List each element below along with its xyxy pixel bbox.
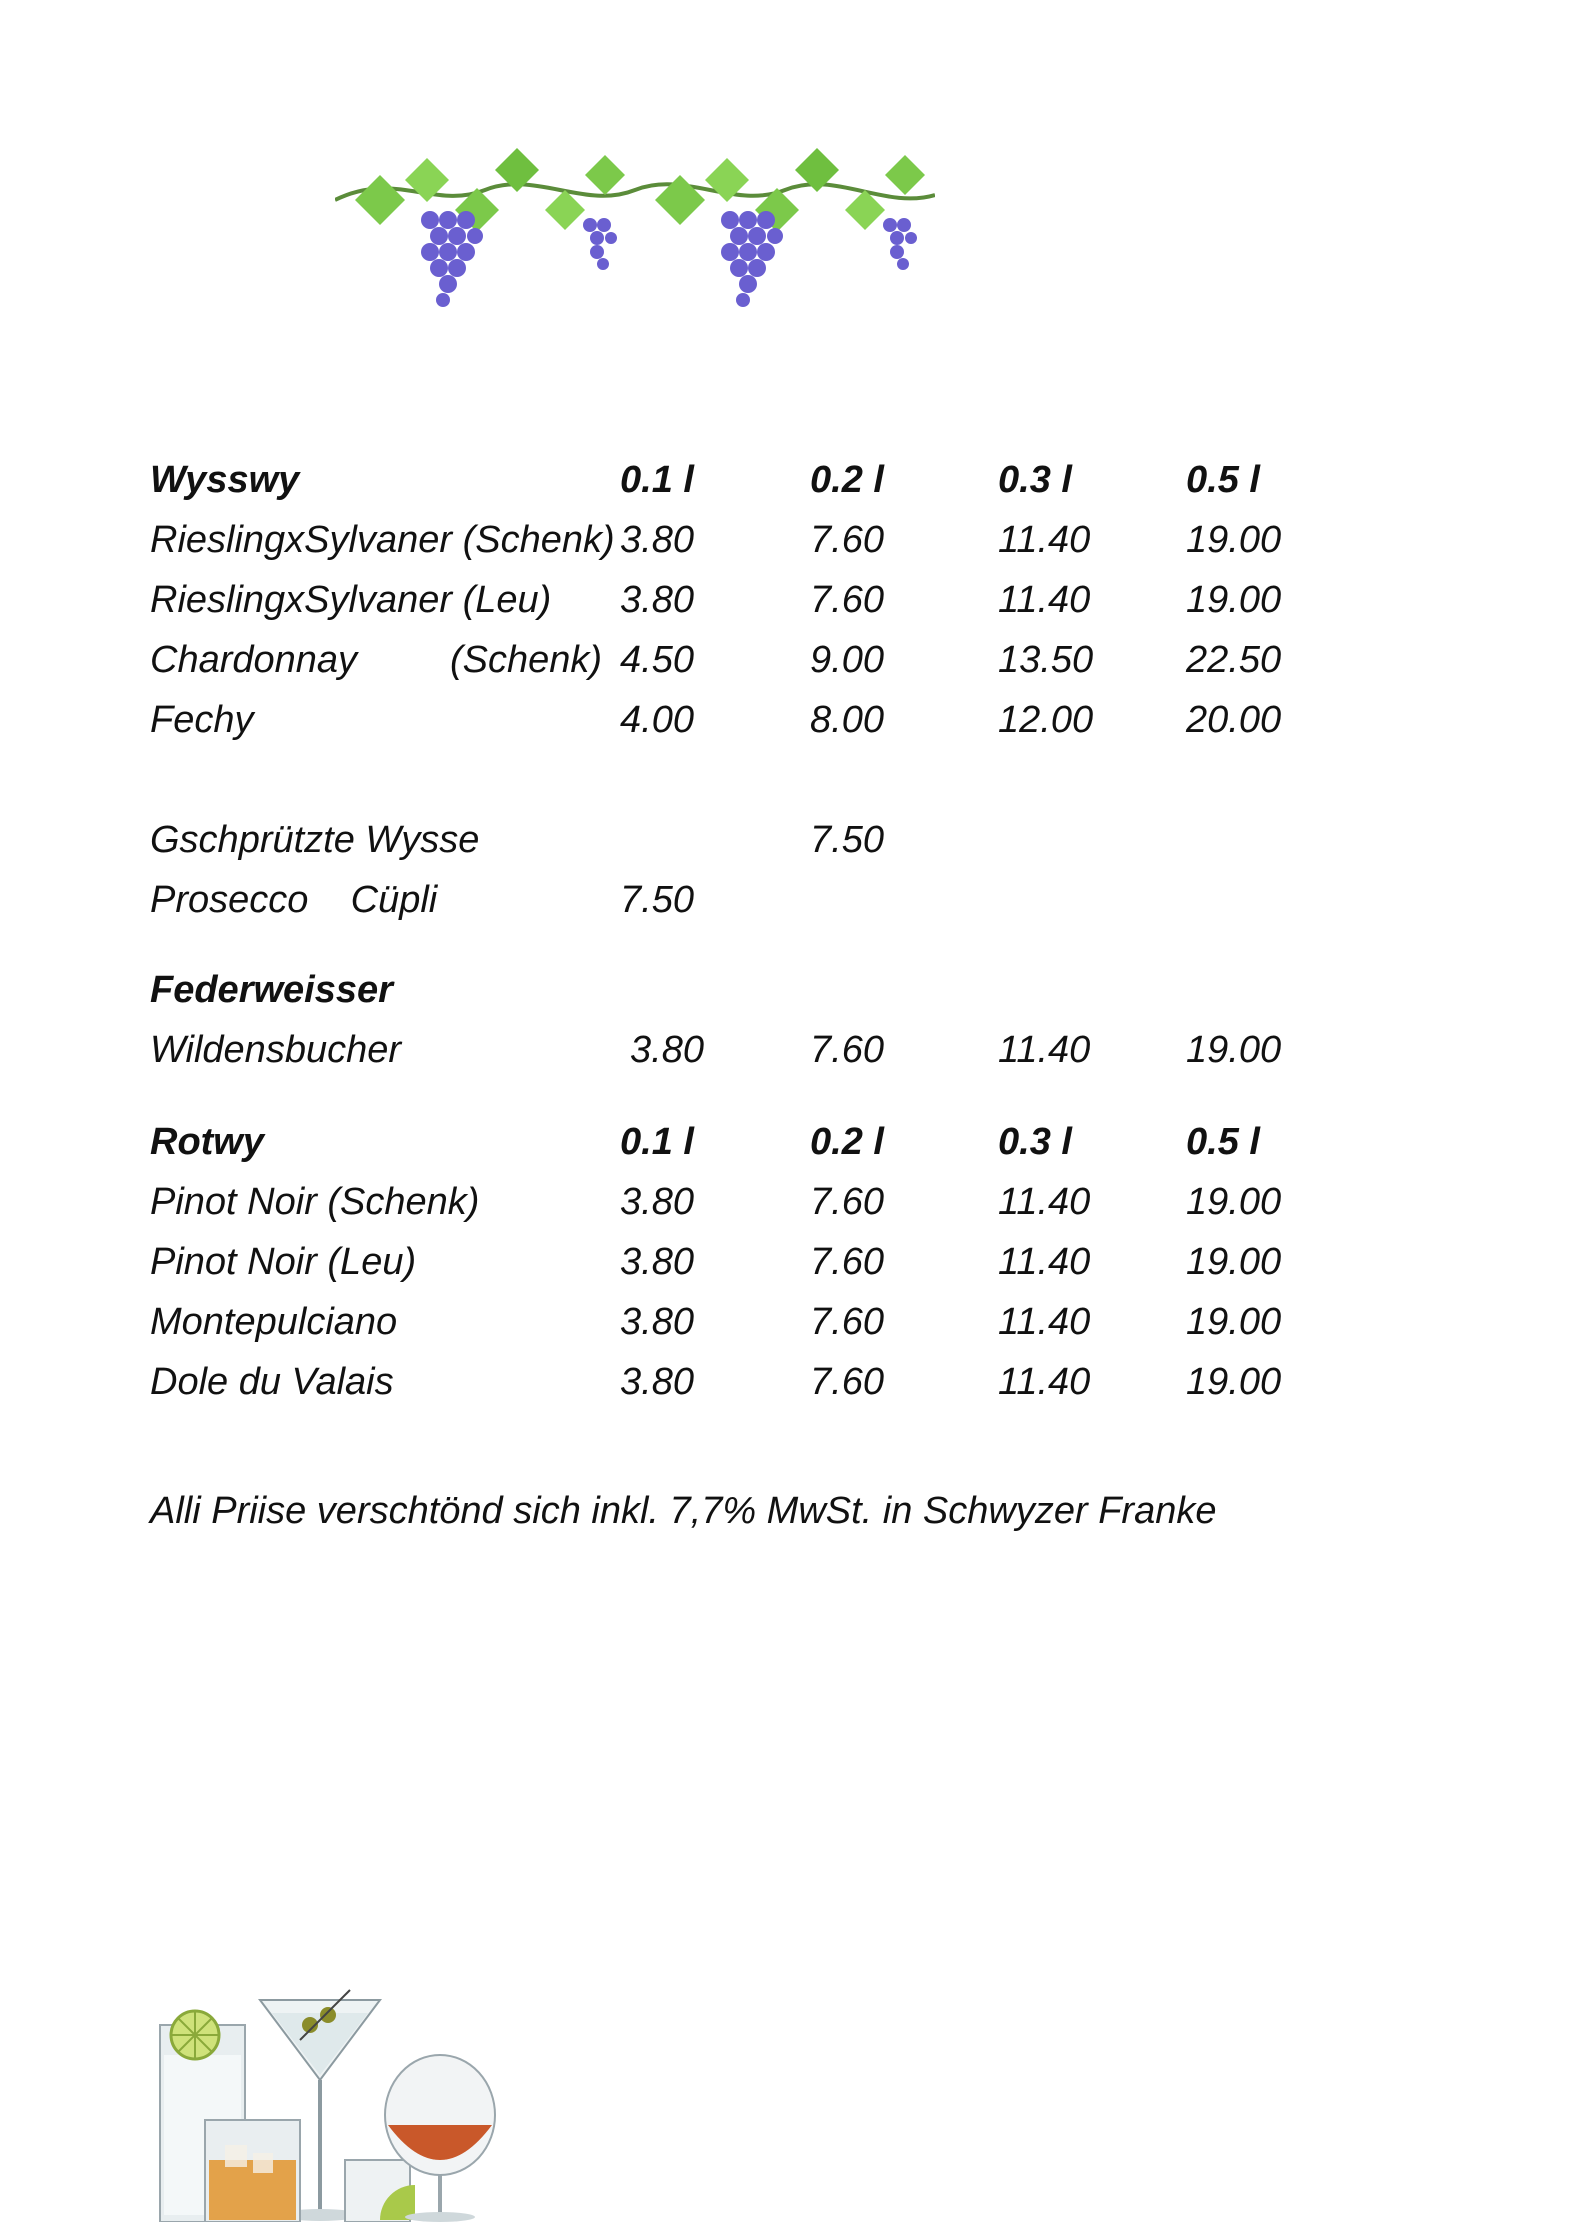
vat-note: Alli Priise verschtönd sich inkl. 7,7% MwSt. in Schwyzer Franke (150, 1490, 1217, 1532)
white-wine-header-row (150, 450, 1350, 510)
item-price: 19.00 (1186, 579, 1282, 621)
item-price: 3.80 (620, 1361, 694, 1403)
size-header: 0.2 l (810, 1121, 884, 1163)
item-price: 19.00 (1186, 1029, 1282, 1071)
item-name: RieslingxSylvaner (Schenk) (150, 519, 615, 561)
item-name: Gschprützte Wysse (150, 819, 480, 861)
spacer (150, 750, 1350, 810)
menu-row (150, 810, 1350, 870)
item-price: 7.50 (620, 879, 694, 921)
item-price: 7.60 (810, 1181, 884, 1223)
item-price: 11.40 (998, 1029, 1091, 1071)
menu-row (150, 1292, 1350, 1352)
item-price: 4.50 (620, 639, 694, 681)
federweisser-heading: Federweisser (150, 969, 393, 1011)
item-price: 19.00 (1186, 1181, 1282, 1223)
item-price: 7.60 (810, 1241, 884, 1283)
item-price: 4.00 (620, 699, 694, 741)
item-price: 19.00 (1186, 1301, 1282, 1343)
item-price: 3.80 (630, 1029, 704, 1071)
spacer (150, 930, 1350, 960)
size-header: 0.3 l (998, 1121, 1072, 1163)
item-price: 3.80 (620, 1301, 694, 1343)
red-wine-header-row (150, 1112, 1350, 1172)
item-name: Dole du Valais (150, 1361, 394, 1403)
item-name: Pinot Noir (Leu) (150, 1241, 417, 1283)
item-price: 7.60 (810, 1301, 884, 1343)
item-price: 11.40 (998, 1181, 1091, 1223)
drinks-illustration (150, 1985, 510, 2222)
item-price: 19.00 (1186, 519, 1282, 561)
item-name: Prosecco Cüpli (150, 879, 438, 921)
item-name: Montepulciano (150, 1301, 398, 1343)
size-header: 0.5 l (1186, 459, 1260, 501)
item-price: 22.50 (1186, 639, 1282, 681)
item-name: Chardonnay (150, 639, 358, 681)
item-name: Fechy (150, 699, 254, 741)
item-price: 3.80 (620, 579, 694, 621)
item-price: 3.80 (620, 1181, 694, 1223)
item-price: 7.50 (810, 819, 884, 861)
menu-row (150, 1352, 1350, 1412)
item-producer: (Schenk) (450, 639, 603, 681)
item-price: 20.00 (1186, 699, 1282, 741)
item-price: 3.80 (620, 1241, 694, 1283)
item-price: 11.40 (998, 1301, 1091, 1343)
size-header: 0.5 l (1186, 1121, 1260, 1163)
red-wine-heading: Rotwy (150, 1121, 264, 1163)
item-name: RieslingxSylvaner (Leu) (150, 579, 552, 621)
menu-row (150, 690, 1350, 750)
item-price: 11.40 (998, 519, 1091, 561)
spacer (150, 1080, 1350, 1112)
menu-row (150, 1232, 1350, 1292)
menu-row (150, 1020, 1350, 1080)
item-name: Pinot Noir (Schenk) (150, 1181, 480, 1223)
item-price: 7.60 (810, 1361, 884, 1403)
federweisser-header-row (150, 960, 1350, 1020)
item-price: 9.00 (810, 639, 884, 681)
white-wine-heading: Wysswy (150, 459, 300, 501)
item-price: 19.00 (1186, 1361, 1282, 1403)
menu-row (150, 1172, 1350, 1232)
item-price: 7.60 (810, 579, 884, 621)
item-price: 3.80 (620, 519, 694, 561)
menu-row (150, 510, 1350, 570)
item-price: 12.00 (998, 699, 1094, 741)
size-header: 0.2 l (810, 459, 884, 501)
size-header: 0.1 l (620, 1121, 694, 1163)
grape-vine-illustration (335, 140, 935, 320)
item-price: 11.40 (998, 1241, 1091, 1283)
item-price: 8.00 (810, 699, 884, 741)
menu-row (150, 870, 1350, 930)
item-price: 11.40 (998, 1361, 1091, 1403)
item-price: 11.40 (998, 579, 1091, 621)
size-header: 0.3 l (998, 459, 1072, 501)
price-list (150, 450, 1350, 1412)
size-header: 0.1 l (620, 459, 694, 501)
item-price: 7.60 (810, 1029, 884, 1071)
menu-row (150, 570, 1350, 630)
item-price: 13.50 (998, 639, 1094, 681)
item-price: 7.60 (810, 519, 884, 561)
item-name: Wildensbucher (150, 1029, 402, 1071)
menu-row (150, 630, 1350, 690)
item-price: 19.00 (1186, 1241, 1282, 1283)
